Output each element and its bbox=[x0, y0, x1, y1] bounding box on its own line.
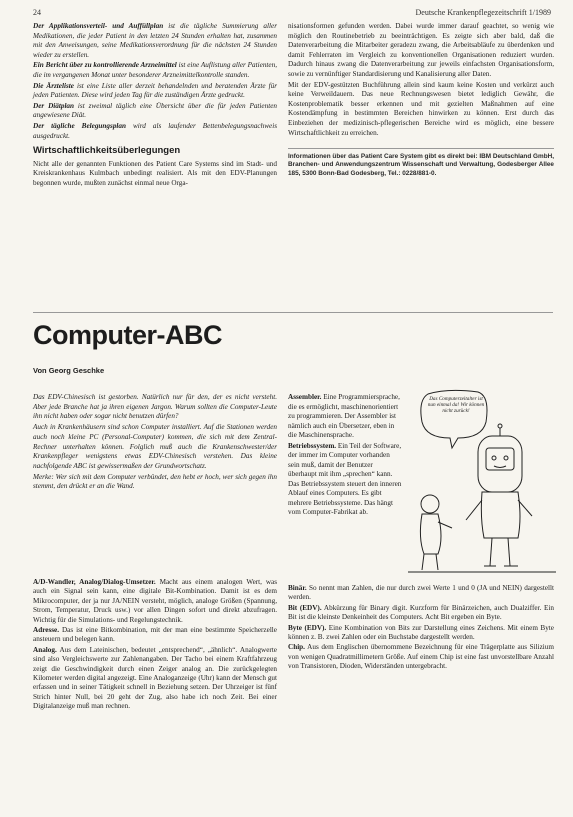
computer-cartoon-illustration bbox=[408, 388, 556, 576]
running-head: Deutsche Krankenpflegezeitschrift 1/1989 bbox=[415, 8, 551, 17]
cartoon-speech-text: Das Computerzeitalter ist nun einmal da! Wir können nicht zurück! bbox=[427, 396, 485, 414]
paragraph bbox=[33, 82, 277, 101]
glossary-definition: Eine Programmiersprache, die es ermöglicht, maschinenorientiert zu programmieren. Der Assembler ist nämlich auch ein Übersetzer, eben in die Maschinensprache. bbox=[288, 393, 400, 439]
lead-term: Der Applikationsverteil- und Auffüllplan bbox=[33, 22, 164, 30]
glossary-definition: Eine Kombination von Bits zur Darstellung eines Zeichens. Mit einem Byte können z. B. zwei Zahlen oder ein Buchstabe dargestellt werden. bbox=[288, 623, 554, 642]
glossary-entry bbox=[33, 626, 277, 645]
glossary-entry bbox=[288, 604, 554, 623]
glossary-term: A/D-Wandler, Analog/Dialog-Umsetzer. bbox=[33, 578, 156, 586]
paragraph: Mit der EDV-gestützten Buchführung allein sind kaum keine Kosten und verkürzt auch keine Verweildauern. Das neue Rechnungswesen bietet lediglich Gewähr, die Kostenproblematik besser erkennen und mit gezielten Maßnahmen auf eine Kostendämpfung in bestimmten Bereichen hinwirken zu können. Erst durch das Einbeziehen der medizinisch-pflegerischen Bereiche wird es möglich, eine bessere Wirtschaftlichkeit zu erreichen. bbox=[288, 80, 554, 137]
glossary-term: Adresse. bbox=[33, 626, 60, 635]
glossary-term: Analog. bbox=[33, 645, 57, 654]
paragraph-text: ist eine Auflistung aller Patienten, die im vergangenen Monat unter besonderer Arzneimittelkontrolle standen. bbox=[33, 61, 277, 79]
section-heading: Wirtschaftlichkeitsüberlegungen bbox=[33, 145, 181, 157]
section-divider bbox=[33, 312, 553, 313]
glossary-definition: Das ist eine Bitkombination, mit der man eine bestimmte Speicherzelle ansteuern und belegen kann. bbox=[33, 626, 277, 644]
glossary-entry bbox=[288, 393, 402, 441]
paragraph: Das EDV-Chinesisch ist gestorben. Natürlich nur für den, der es nicht versteht. Aber jede Branche hat ja ihren eigenen Jargon. Warum sollten die Computer-Leute ihn nicht haben oder sogar nicht benutzen dürfen? bbox=[33, 393, 277, 421]
glossary-entry bbox=[33, 578, 277, 625]
lead-term: Ein Bericht über zu kontrollierende Arzneimittel bbox=[33, 61, 177, 70]
paragraph-text: ist eine Liste aller derzeit behandelnden und beratenden Ärzte für jeden Patienten. Diese wird jeden Tag für die zuständigen Ärzte gedruckt. bbox=[33, 81, 278, 100]
article-author: Von Georg Geschke bbox=[33, 366, 105, 375]
glossary-definition: Abkürzung für Binary digit. Kurzform für Binärzeichen, auch Dualziffer. Ein Bit ist die kleinste Denkeinheit des Computers. Acht Bit ergeben ein Byte. bbox=[288, 603, 554, 622]
glossary-term: Assembler. bbox=[288, 393, 322, 401]
info-box: Informationen über das Patient Care System gibt es direkt bei: IBM Deutschland GmbH, Branchen- und Anwendungszentrum Wissenschaft und Verwaltung, Godesberger Allee 185, 5300 Bonn-Bad Godesberg, Tel.: 0228/881-0. bbox=[288, 153, 554, 177]
paragraph-text: ist die tägliche Summierung aller Medikationen, die jeder Patient in den letzten 24 Stunden erhalten hat, zusammen mit den Anweisungen, seine Medikationsverordnung für die nächsten 24 Stunden wieder zu erstellen. bbox=[33, 22, 278, 59]
paragraph bbox=[33, 61, 277, 80]
glossary-term: Binär. bbox=[288, 584, 307, 592]
lead-term: Die Ärzteliste bbox=[33, 81, 74, 90]
glossary-term: Betriebssystem. bbox=[288, 441, 337, 450]
glossary-definition: Aus dem Englischen übernommene Bezeichnung für eine Trägerplatte aus Silizium von wenigen Quadratmillimetern Größe. Auf einem Chip ist eine fast unvorstellbare Anzahl von Transistoren, Dioden, Widerständen untergebracht. bbox=[288, 643, 554, 671]
glossary-left-column bbox=[33, 578, 277, 713]
glossary-entry bbox=[33, 646, 277, 712]
divider bbox=[288, 148, 554, 149]
page-number: 24 bbox=[33, 8, 41, 17]
glossary-entry bbox=[288, 584, 554, 603]
paragraph-text: wird als laufender Bettenbelegungsnachweis ausgedruckt. bbox=[33, 121, 277, 140]
paragraph-text: ist zweimal täglich eine Übersicht über die für jeden Patienten angewiesene Diät. bbox=[33, 101, 277, 120]
paragraph: Auch in Krankenhäusern sind schon Computer installiert. Auf die Stationen werden auch noch kleine PC (Personal-Computer) kommen, die sich mit dem Zentral-Rechner unterhalten können. Folglich muß auch die Krankenschwester/der Krankenpfleger wenigstens etwas EDV-Chinesisch verstehen. Das kleine nachfolgende ABC ist gewissermaßen der Grundwortschatz. bbox=[33, 423, 277, 470]
glossary-definition: So nennt man Zahlen, die nur durch zwei Werte 1 und 0 (JA und NEIN) dargestellt werden. bbox=[288, 584, 554, 602]
lead-term: Der tägliche Belegungsplan bbox=[33, 121, 127, 130]
paragraph: nisationsformen gefunden werden. Dabei wurde immer darauf geachtet, so wenig wie möglich den Routinebetrieb zu beeinträchtigen. Es zeigte sich aber bald, daß die Datenverarbeitung die Mitarbeiter geradezu zwang, die Arbeitsabläufe zu überdenken und damit Fehlerraten im Vergleich zu konventionellen Organisationen reduziert wurden. Dadurch hinaus zwang die Datenverarbeitung zur jeweils einfachsten Organisationsform, sowie zu vernünftiger Standardisierung und Kanalisierung aller Daten. bbox=[288, 22, 554, 78]
glossary-definition: Aus dem Lateinischen, bedeutet „entsprechend“, „ähnlich“. Analogwerte sind also Vergleichswerte zur Zahlenangaben. Der Tacho bei einem Kraftfahrzeug zeigt die Geschwindigkeit durch einen Zeiger analog an. Die zurückgelegten Kilometer werden digital angezeigt. Eine Analoganzeige (Uhr) kann der Mensch gut erfassen und in seiner Tätigkeit schnell in Beziehung setzen. Der Uhrzeiger ist fünf Strich hinter Null, bei 20 geht der Zug, also habe ich noch Zeit. Bei einer Digitalanzeige muß man rechnen. bbox=[33, 645, 277, 711]
glossary-term: Bit (EDV). bbox=[288, 603, 322, 612]
lead-term: Der Diätplan bbox=[33, 101, 75, 110]
paragraph bbox=[33, 102, 277, 121]
intro-column bbox=[33, 393, 277, 493]
top-left-column bbox=[33, 22, 277, 190]
glossary-right-column bbox=[288, 584, 554, 673]
glossary-entry bbox=[288, 624, 554, 643]
glossary-middle-column bbox=[288, 393, 402, 519]
paragraph bbox=[33, 122, 277, 141]
glossary-entry bbox=[288, 442, 402, 518]
paragraph: Nicht alle der genannten Funktionen des Patient Care Systems sind im Stadt- und Kreiskrankenhaus Kulmbach unbedingt realisiert. Als mit den EDV-Planungen begonnen wurde, mußten zunächst einmal neue Orga- bbox=[33, 159, 277, 187]
glossary-entry bbox=[288, 643, 554, 671]
glossary-definition: Ein Teil der Software, der immer im Computer vorhanden sein muß, damit der Benutzer überhaupt mit ihm „sprechen“ kann. Das Betriebssystem steuert den inneren Ablauf eines Computers. Es gibt mehrere Betriebssysteme. Das hängt vom Computer-Fabrikat ab. bbox=[288, 441, 402, 516]
glossary-term: Byte (EDV). bbox=[288, 623, 327, 632]
glossary-definition: Macht aus einem analogen Wert, was auch ein Signal sein kann, eine digitale Bit-Kombination. Damit ist es dem Mikrocomputer, der ja nur JA/NEIN versteht, möglich, analoge Größen (Spannung, Strom, Temperatur, Druck usw.) vor allen Dingen sofort und direkt abzufragen. Wichtig für die Simulations- und Regelungstechnik. bbox=[33, 578, 277, 624]
article-title: Computer-ABC bbox=[33, 320, 222, 350]
paragraph bbox=[33, 22, 277, 60]
glossary-term: Chip. bbox=[288, 643, 305, 652]
paragraph: Merke: Wer sich mit dem Computer verbündet, den hebt er hoch, wer sich gegen ihn stemmt, den drückt er an die Wand. bbox=[33, 472, 277, 491]
top-right-column bbox=[288, 22, 554, 179]
